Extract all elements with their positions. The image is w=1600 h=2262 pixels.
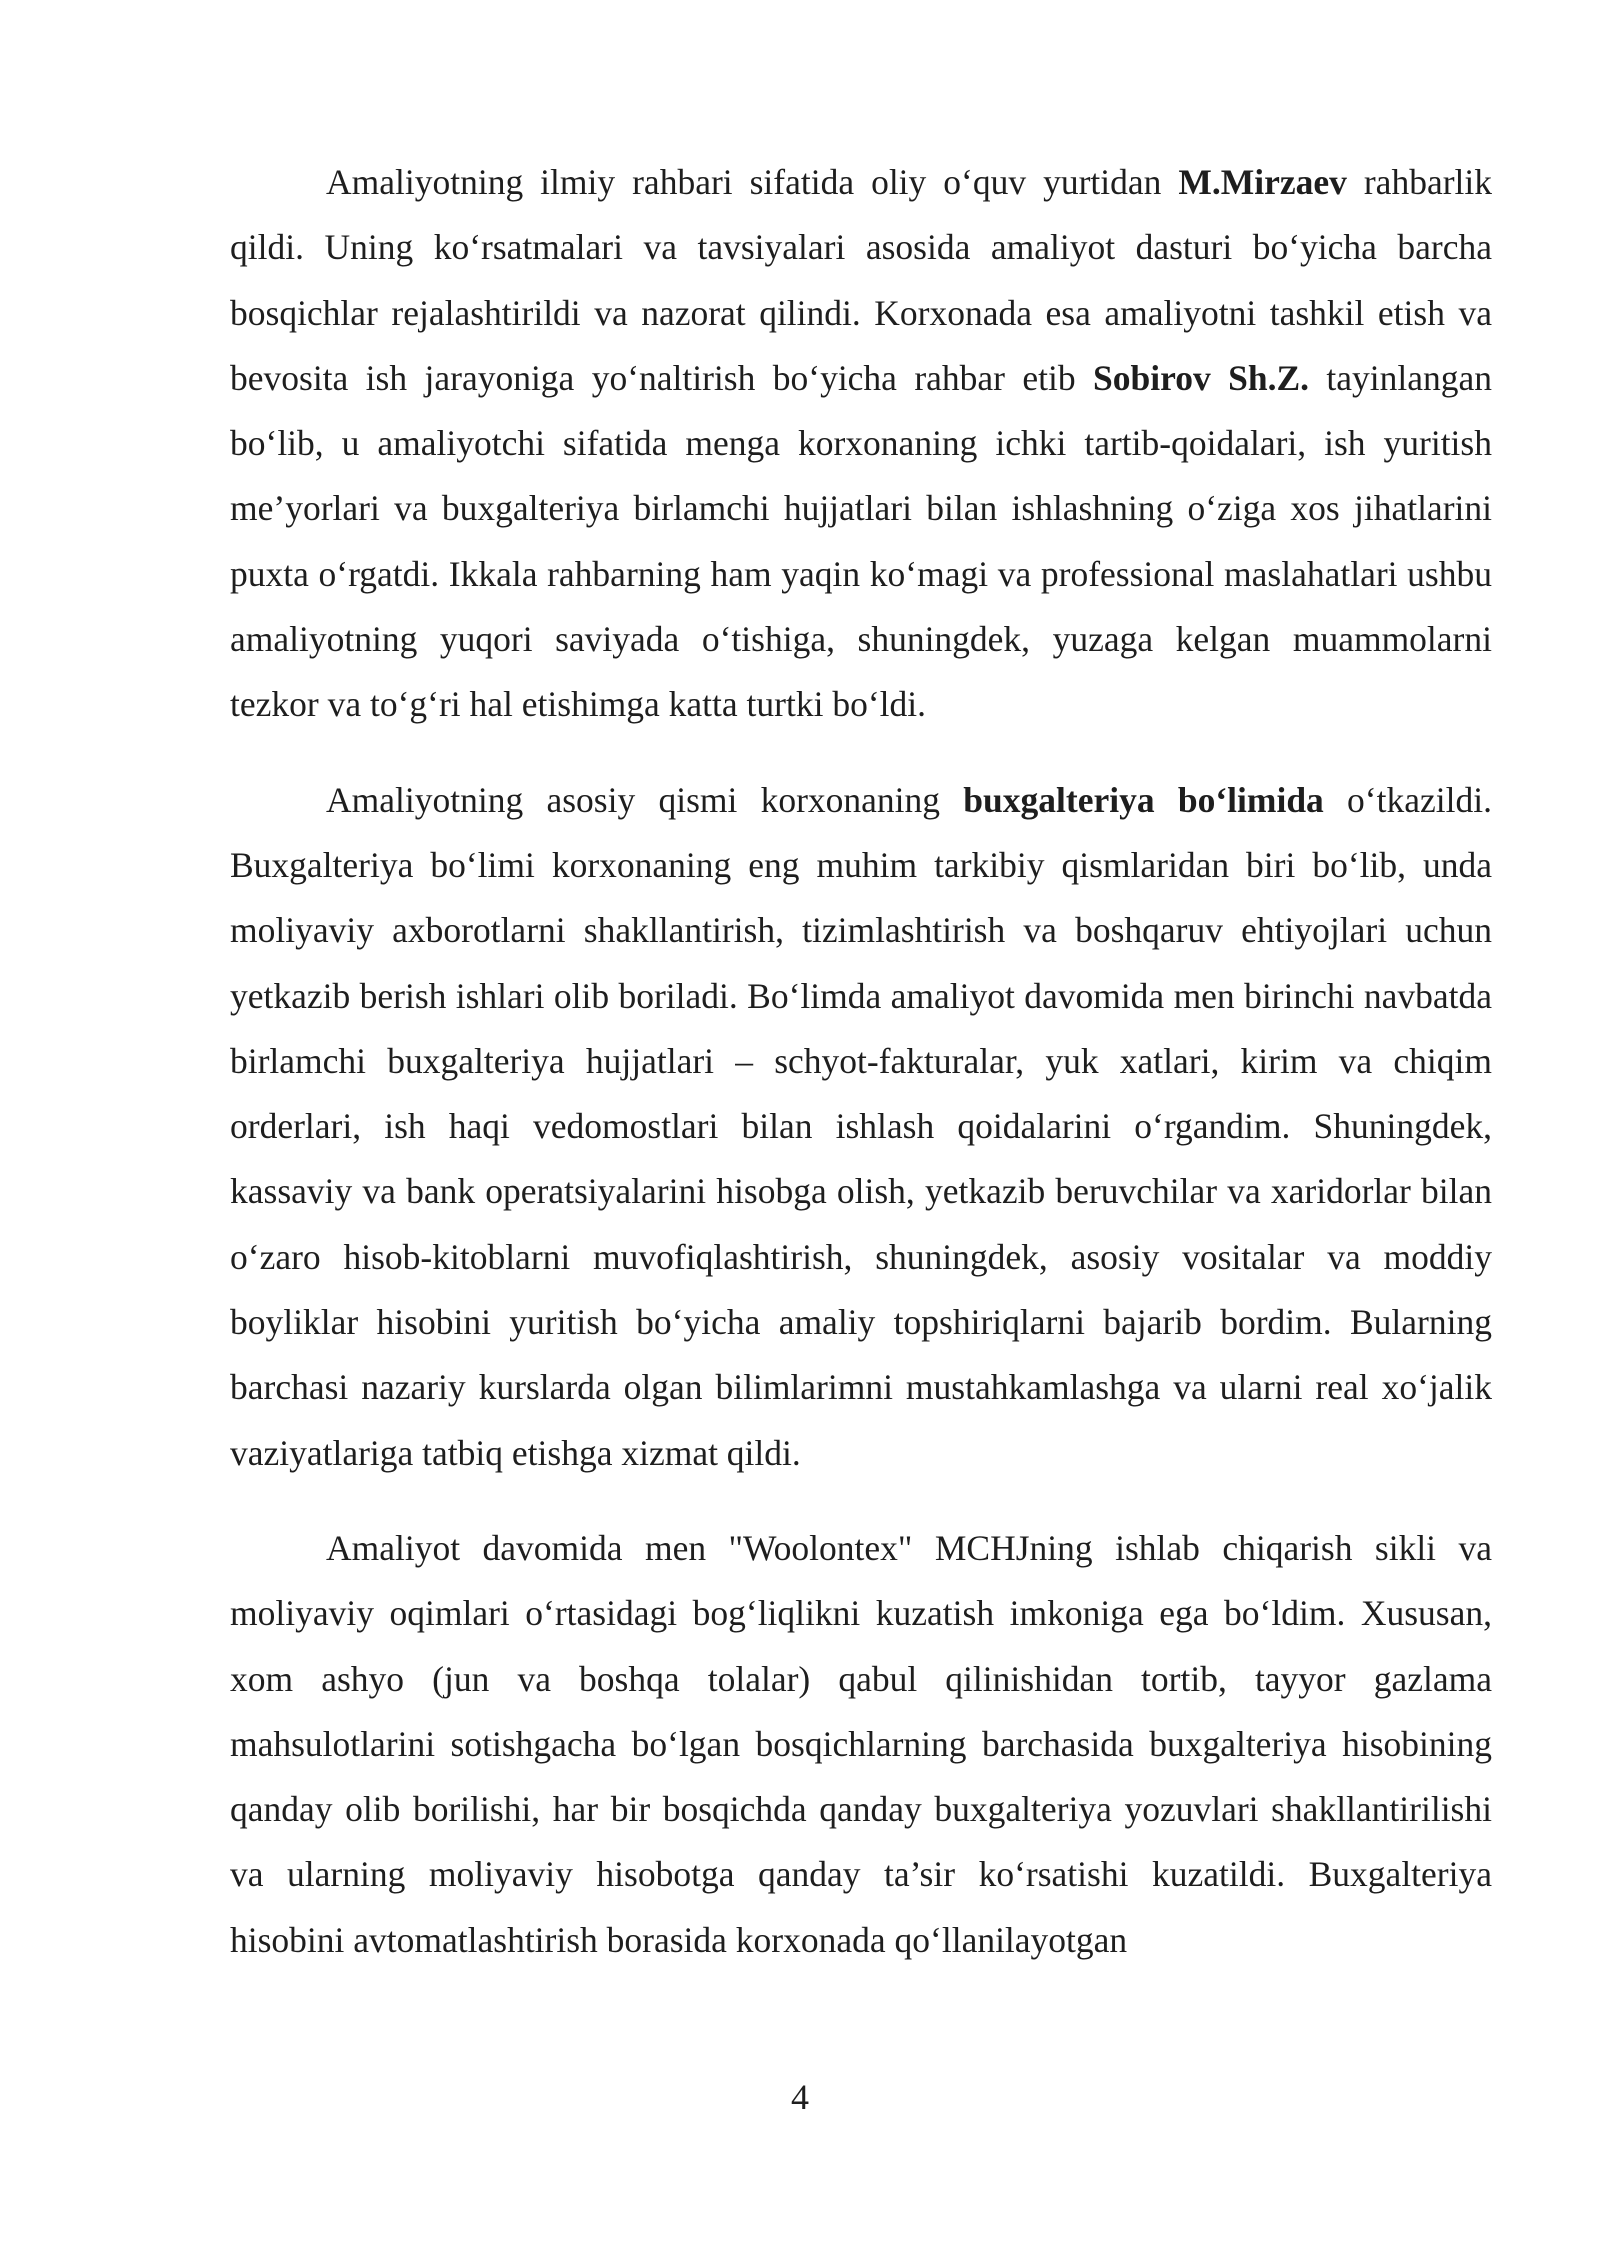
page-body bbox=[230, 150, 1492, 2003]
text-run: tayinlangan bo‘lib, u amaliyotchi sifatida menga korxonaning ichki tartib-qoidalari, ish yuritish me’yorlari va buxgalteriya birlamchi hujjatlari bilan ishlashning o‘ziga xos jihatlarini puxta o‘rgatdi. Ikkala rahbarning ham yaqin ko‘magi va professional maslahatlari ushbu amaliyotning yuqori saviyada o‘tishiga, shuningdek, yuzaga kelgan muammolarni tezkor va to‘g‘ri hal etishimga katta turtki bo‘ldi. bbox=[230, 357, 1492, 725]
text-run: Amaliyot davomida men "Woolontex" MCHJning ishlab chiqarish sikli va moliyaviy oqimlari o‘rtasidagi bog‘liqlikni kuzatish imkoniga ega bo‘ldim. Xususan, xom ashyo (jun va boshqa tolalar) qabul qilinishidan tortib, tayyor gazlama mahsulotlarini sotishgacha bo‘lgan bosqichlarning barchasida buxgalteriya hisobining qanday olib borilishi, har bir bosqichda qanday buxgalteriya yozuvlari shakllantirilishi va ularning moliyaviy hisobotga qanday ta’sir ko‘rsatishi kuzatildi. Buxgalteriya hisobini avtomatlashtirish borasida korxonada qo‘llanilayotgan bbox=[230, 1527, 1492, 1960]
paragraph-accounting-department bbox=[230, 768, 1492, 1486]
bold-department-name: buxgalteriya bo‘limida bbox=[963, 779, 1324, 820]
bold-name-sobirov: Sobirov Sh.Z. bbox=[1092, 357, 1309, 398]
text-run: Amaliyotning asosiy qismi korxonaning bbox=[326, 779, 964, 820]
bold-name-mirzaev: M.Mirzaev bbox=[1178, 162, 1347, 202]
text-run: Amaliyotning ilmiy rahbari sifatida oliy o‘quv yurtidan bbox=[326, 162, 1179, 202]
paragraph-production-cycle bbox=[230, 1516, 1492, 1973]
page-number: 4 bbox=[791, 2077, 809, 2117]
paragraph-supervisors bbox=[230, 150, 1492, 738]
text-run: o‘tkazildi. Buxgalteriya bo‘limi korxonaning eng muhim tarkibiy qismlaridan biri bo‘lib, unda moliyaviy axborotlarni shakllantirish, tizimlashtirish va boshqaruv ehtiyojlari uchun yetkazib berish ishlari olib boriladi. Bo‘limda amaliyot davomida men birinchi navbatda birlamchi buxgalteriya hujjatlari – schyot-fakturalar, yuk xatlari, kirim va chiqim orderlari, ish haqi vedomostlari bilan ishlash qoidalarini o‘rgandim. Shuningdek, kassaviy va bank operatsiyalarini hisobga olish, yetkazib beruvchilar va xaridorlar bilan o‘zaro hisob-kitoblarni muvofiqlashtirish, shuningdek, asosiy vositalar va moddiy boyliklar hisobini yuritish bo‘yicha amaliy topshiriqlarni bajarib bordim. Bularning barchasi nazariy kurslarda olgan bilimlarimni mustahkamlashga va ularni real xo‘jalik vaziyatlariga tatbiq etishga xizmat qildi. bbox=[230, 779, 1492, 1473]
text-run: rahbarlik qildi. Uning ko‘rsatmalari va tavsiyalari asosida amaliyot dasturi bo‘yicha barcha bosqichlar rejalashtirildi va nazorat qilindi. Korxonada esa amaliyotni tashkil etish va bevosita ish jarayoniga yo‘naltirish bo‘yicha rahbar etib bbox=[230, 162, 1492, 398]
